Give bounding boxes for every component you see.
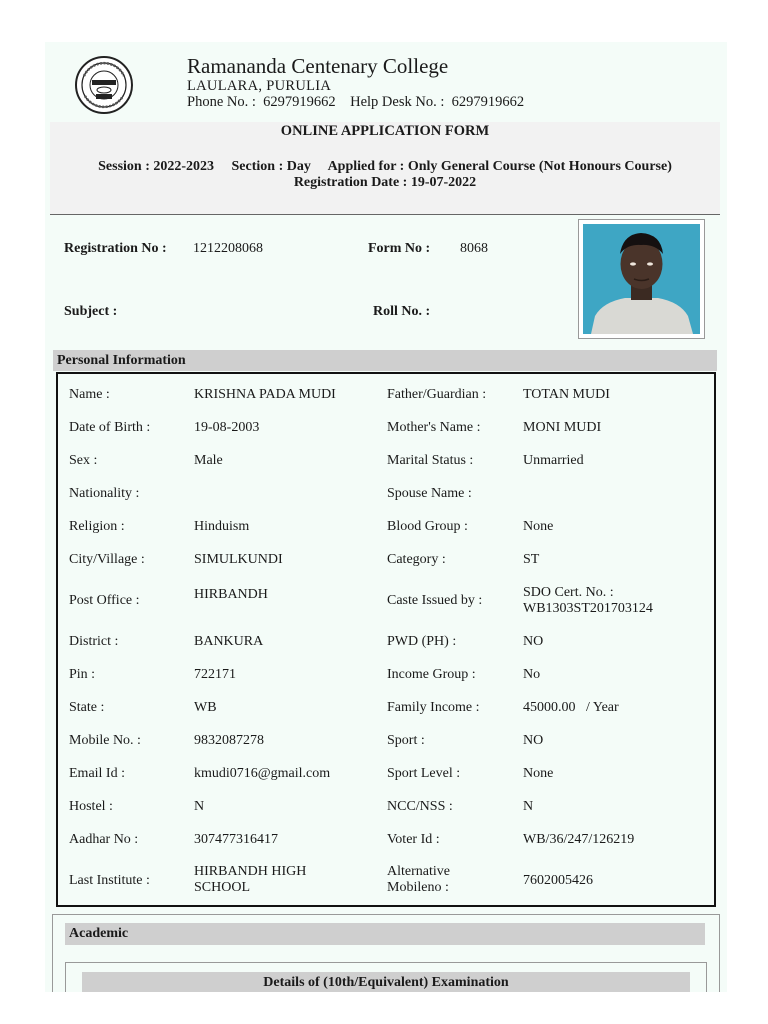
roll-no-label: Roll No. : [373,304,431,319]
sport-level-value: None [523,766,554,781]
city-village-value: SIMULKUNDI [194,552,283,567]
name-value: KRISHNA PADA MUDI [194,387,336,402]
district-label: District : [69,634,119,649]
sex-value: Male [194,453,223,468]
last-institute-label: Last Institute : [69,873,150,888]
registration-date: Registration Date : 19-07-2022 [293,175,477,190]
applicant-photo-image [583,224,700,334]
pwd-value: NO [523,634,544,649]
religion-value: Hinduism [194,519,250,534]
academic-section [52,914,720,992]
mobile-no-label: Mobile No. : [69,733,141,748]
family-income-value: 45000.00 / Year [523,700,619,715]
aadhar-no-label: Aadhar No : [69,832,139,847]
registration-no-label: Registration No : [64,241,167,256]
dob-label: Date of Birth : [69,420,151,435]
dob-value: 19-08-2003 [194,420,260,435]
state-label: State : [69,700,105,715]
ncc-nss-label: NCC/NSS : [387,799,453,814]
blood-group-value: None [523,519,554,534]
caste-issued-by-value: SDO Cert. No. : [523,585,614,600]
last-institute-value-line2: SCHOOL [194,880,251,895]
category-label: Category : [387,552,446,567]
mother-name-label: Mother's Name : [387,420,481,435]
caste-issued-by-label: Caste Issued by : [387,593,483,608]
sport-label: Sport : [387,733,425,748]
name-label: Name : [69,387,110,402]
college-name: Ramananda Centenary College [187,54,449,78]
hostel-value: N [194,799,205,814]
city-village-label: City/Village : [69,552,145,567]
applicant-photo [578,219,705,339]
ncc-nss-value: N [523,799,534,814]
mobile-no-value: 9832087278 [194,733,264,748]
session-line: Session : 2022-2023 Section : Day Applied for : Only General Course (Not Honours Course) [98,159,672,174]
subject-label: Subject : [64,304,118,319]
alternative-mobile-label-line2: Mobileno : [387,880,449,895]
personal-information-table [56,372,716,907]
caste-cert-no-value: WB1303ST201703124 [523,601,653,616]
sex-label: Sex : [69,453,98,468]
post-office-label: Post Office : [69,593,140,608]
alternative-mobile-value: 7602005426 [523,873,593,888]
category-value: ST [523,552,540,567]
last-institute-value: HIRBANDH HIGH [194,864,307,879]
sport-value: NO [523,733,544,748]
income-group-label: Income Group : [387,667,476,682]
form-no-value: 8068 [460,241,488,256]
pin-value: 722171 [194,667,236,682]
personal-information-heading: Personal Information [53,350,717,371]
application-form-page [45,42,727,992]
sport-level-label: Sport Level : [387,766,461,781]
voter-id-label: Voter Id : [387,832,440,847]
form-no-label: Form No : [368,241,431,256]
marital-status-value: Unmarried [523,453,584,468]
father-guardian-label: Father/Guardian : [387,387,487,402]
pwd-label: PWD (PH) : [387,634,457,649]
income-group-value: No [523,667,541,682]
state-value: WB [194,700,217,715]
email-label: Email Id : [69,766,125,781]
pin-label: Pin : [69,667,96,682]
college-logo-icon [75,56,133,114]
blood-group-label: Blood Group : [387,519,468,534]
father-guardian-value: TOTAN MUDI [523,387,610,402]
post-office-value: HIRBANDH [194,587,268,602]
aadhar-no-value: 307477316417 [194,832,278,847]
hostel-label: Hostel : [69,799,113,814]
marital-status-label: Marital Status : [387,453,474,468]
email-value: kmudi0716@gmail.com [194,766,331,781]
religion-label: Religion : [69,519,125,534]
voter-id-value: WB/36/247/126219 [523,832,635,847]
college-address: LAULARA, PURULIA [187,78,332,94]
mother-name-value: MONI MUDI [523,420,602,435]
family-income-label: Family Income : [387,700,480,715]
district-value: BANKURA [194,634,264,649]
registration-no-value: 1212208068 [193,241,263,256]
spouse-name-label: Spouse Name : [387,486,472,501]
alternative-mobile-label: Alternative [387,864,450,879]
tenth-exam-details [65,962,707,992]
academic-heading: Academic [65,923,705,945]
nationality-label: Nationality : [69,486,140,501]
form-title: ONLINE APPLICATION FORM [280,123,490,139]
college-phone: Phone No. : 6297919662 Help Desk No. : 6297919662 [187,94,525,110]
tenth-exam-details-heading: Details of (10th/Equivalent) Examination [82,972,690,992]
form-heading-block [50,122,720,215]
